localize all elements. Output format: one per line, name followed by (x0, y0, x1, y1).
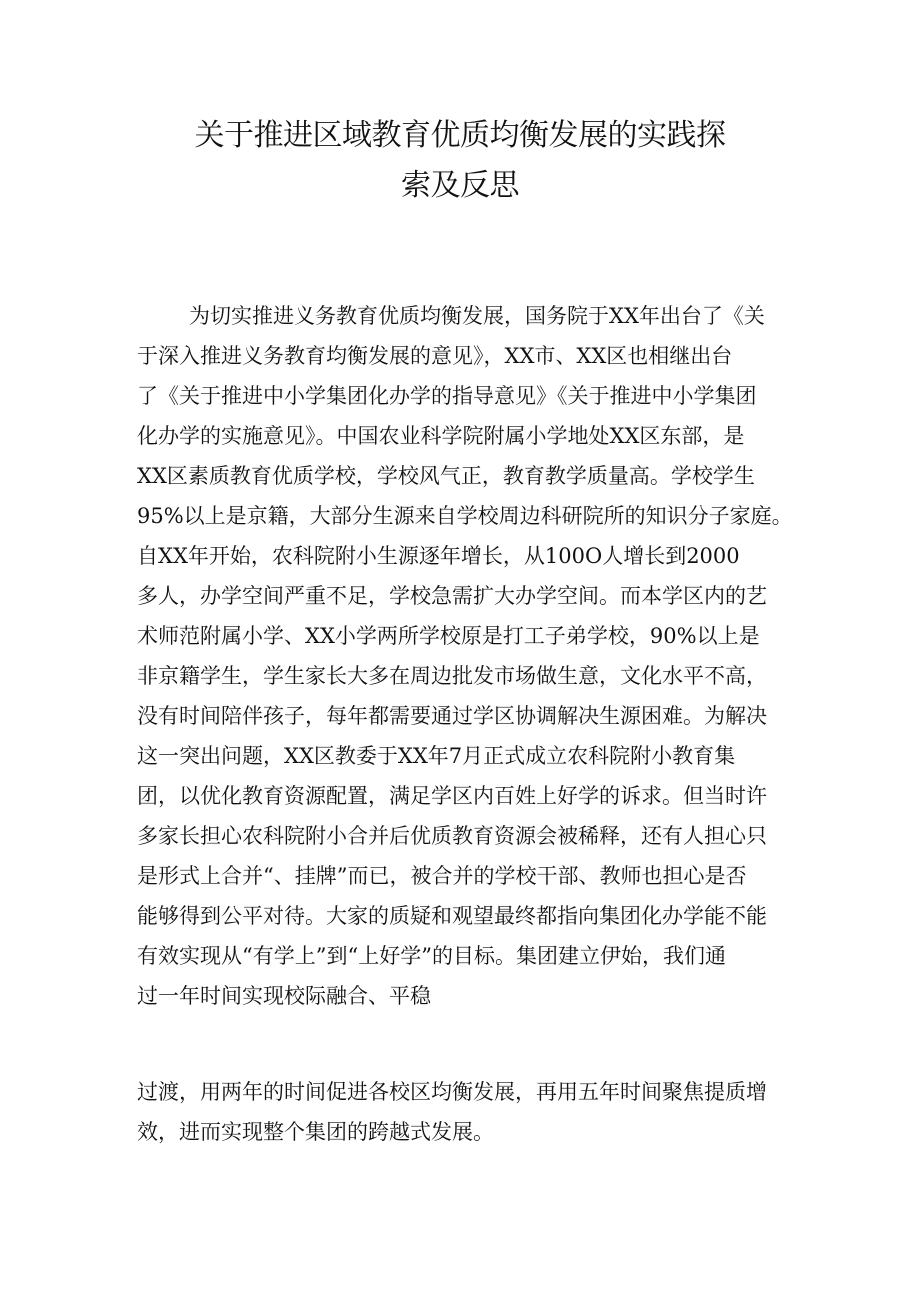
paragraph-line: 了《关于推进中小学集团化办学的指导意见》《关于推进中小学集团 (137, 384, 757, 408)
paragraph-line: 为切实推进义务教育优质均衡发展，国务院于XX年出台了《关 (189, 304, 765, 328)
paragraph-line: 多家长担心农科院附小合并后优质教育资源会被稀释，还有人担心只 (137, 824, 767, 848)
body-paragraph-1 (137, 296, 797, 1016)
paragraph-line: 过一年时间实现校际融合、平稳 (137, 984, 431, 1008)
paragraph-line: 自XX年开始，农科院附小生源逐年增长，从100O人增长到2000 (137, 544, 740, 568)
paragraph-line: 这一突出问题，XX区教委于XX年7月正式成立农科院附小教育集 (137, 744, 736, 768)
paragraph-line: 过渡，用两年的时间促进各校区均衡发展，再用五年时间聚焦提质增 (137, 1080, 767, 1104)
paragraph-line: 团，以优化教育资源配置，满足学区内百姓上好学的诉求。但当时许 (137, 784, 767, 808)
paragraph-line: 多人，办学空间严重不足，学校急需扩大办学空间。而本学区内的艺 (137, 584, 767, 608)
paragraph-line: 是形式上合并“、挂牌”而已，被合并的学校干部、教师也担心是否 (137, 864, 747, 888)
paragraph-line: 95%以上是京籍，大部分生源来自学校周边科研院所的知识分子家庭。 (137, 504, 793, 528)
document-title-line-2: 索及反思 (401, 168, 519, 203)
paragraph-line: 非京籍学生，学生家长大多在周边批发市场做生意，文化水平不高， (137, 664, 767, 688)
body-paragraph-2 (137, 1072, 797, 1152)
paragraph-line: 效，进而实现整个集团的跨越式发展。 (137, 1120, 494, 1144)
paragraph-line: 有效实现从“有学上”到“上好学”的目标。集团建立伊始，我们通 (137, 944, 726, 968)
paragraph-line: 化办学的实施意见》。中国农业科学院附属小学地处XX区东部，是 (137, 424, 745, 448)
paragraph-line: XX区素质教育优质学校，学校风气正，教育教学质量高。学校学生 (137, 464, 755, 488)
paragraph-line: 于深入推进义务教育均衡发展的意见》，XX市、XX区也相继出台 (137, 344, 733, 368)
paragraph-line: 术师范附属小学、XX小学两所学校原是打工子弟学校，90%以上是 (137, 624, 760, 648)
paragraph-line: 没有时间陪伴孩子，每年都需要通过学区协调解决生源困难。为解决 (137, 704, 767, 728)
document-title-line-1: 关于推进区域教育优质均衡发展的实践探 (194, 118, 726, 153)
paragraph-line: 能够得到公平对待。大家的质疑和观望最终都指向集团化办学能不能 (137, 904, 767, 928)
